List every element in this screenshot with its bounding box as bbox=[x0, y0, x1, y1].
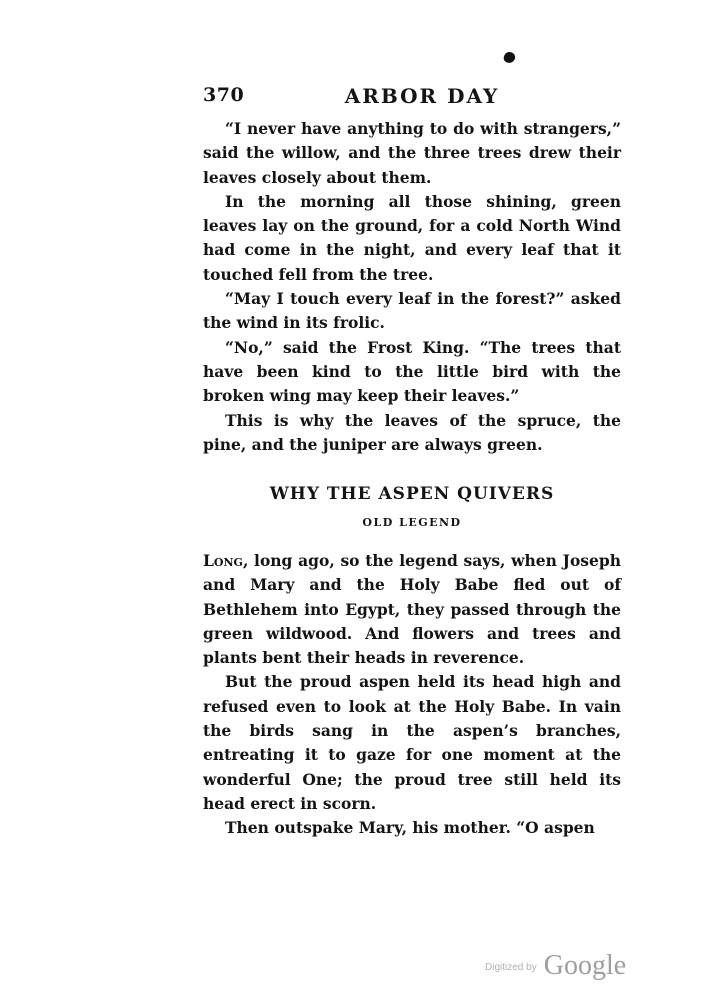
paragraph: Then outspake Mary, his mother. “O aspen bbox=[225, 818, 595, 838]
page-number: 370 bbox=[203, 84, 245, 106]
paragraph-text: , long ago, so the legend says, when Joseph and Mary and the Holy Babe fled out of Bethlehem into Egypt, they passed through the green wildwood. And flowers and trees and plants bent their heads in reverence. bbox=[203, 551, 621, 668]
running-head bbox=[203, 84, 621, 114]
paragraph bbox=[203, 549, 621, 670]
legend-text bbox=[203, 549, 621, 841]
google-logo: Google bbox=[543, 950, 627, 981]
paragraph: But the proud aspen held its head high and refused even to look at the Holy Babe. In vain the birds sang in the aspen’s branches, entreating it to gaze for one moment at the wonderful One; the proud tree still held its head erect in scorn. bbox=[203, 672, 621, 813]
paragraph: In the morning all those shining, green leaves lay on the ground, for a cold North Wind had come in the night, and every leaf that it touched fell from the tree. bbox=[203, 191, 621, 284]
paragraph: “No,” said the Frost King. “The trees that have been kind to the little bird with the broken wing may keep their leaves.” bbox=[203, 337, 621, 406]
lead-word: Long bbox=[203, 551, 243, 570]
ink-blot bbox=[502, 50, 516, 64]
section-subtitle: OLD LEGEND bbox=[362, 516, 462, 529]
paragraph: “May I touch every leaf in the forest?” asked the wind in its frolic. bbox=[203, 289, 621, 333]
running-title: ARBOR DAY bbox=[344, 84, 500, 108]
paragraph: This is why the leaves of the spruce, the pine, and the juniper are always green. bbox=[203, 410, 621, 454]
watermark-prefix: Digitized by bbox=[485, 962, 537, 973]
section-title: WHY THE ASPEN QUIVERS bbox=[269, 484, 555, 504]
digitized-watermark bbox=[485, 950, 626, 984]
paragraph: “I never have anything to do with strangers,” said the willow, and the three trees drew their leaves closely about them. bbox=[203, 119, 621, 187]
story-end-text bbox=[203, 117, 621, 457]
